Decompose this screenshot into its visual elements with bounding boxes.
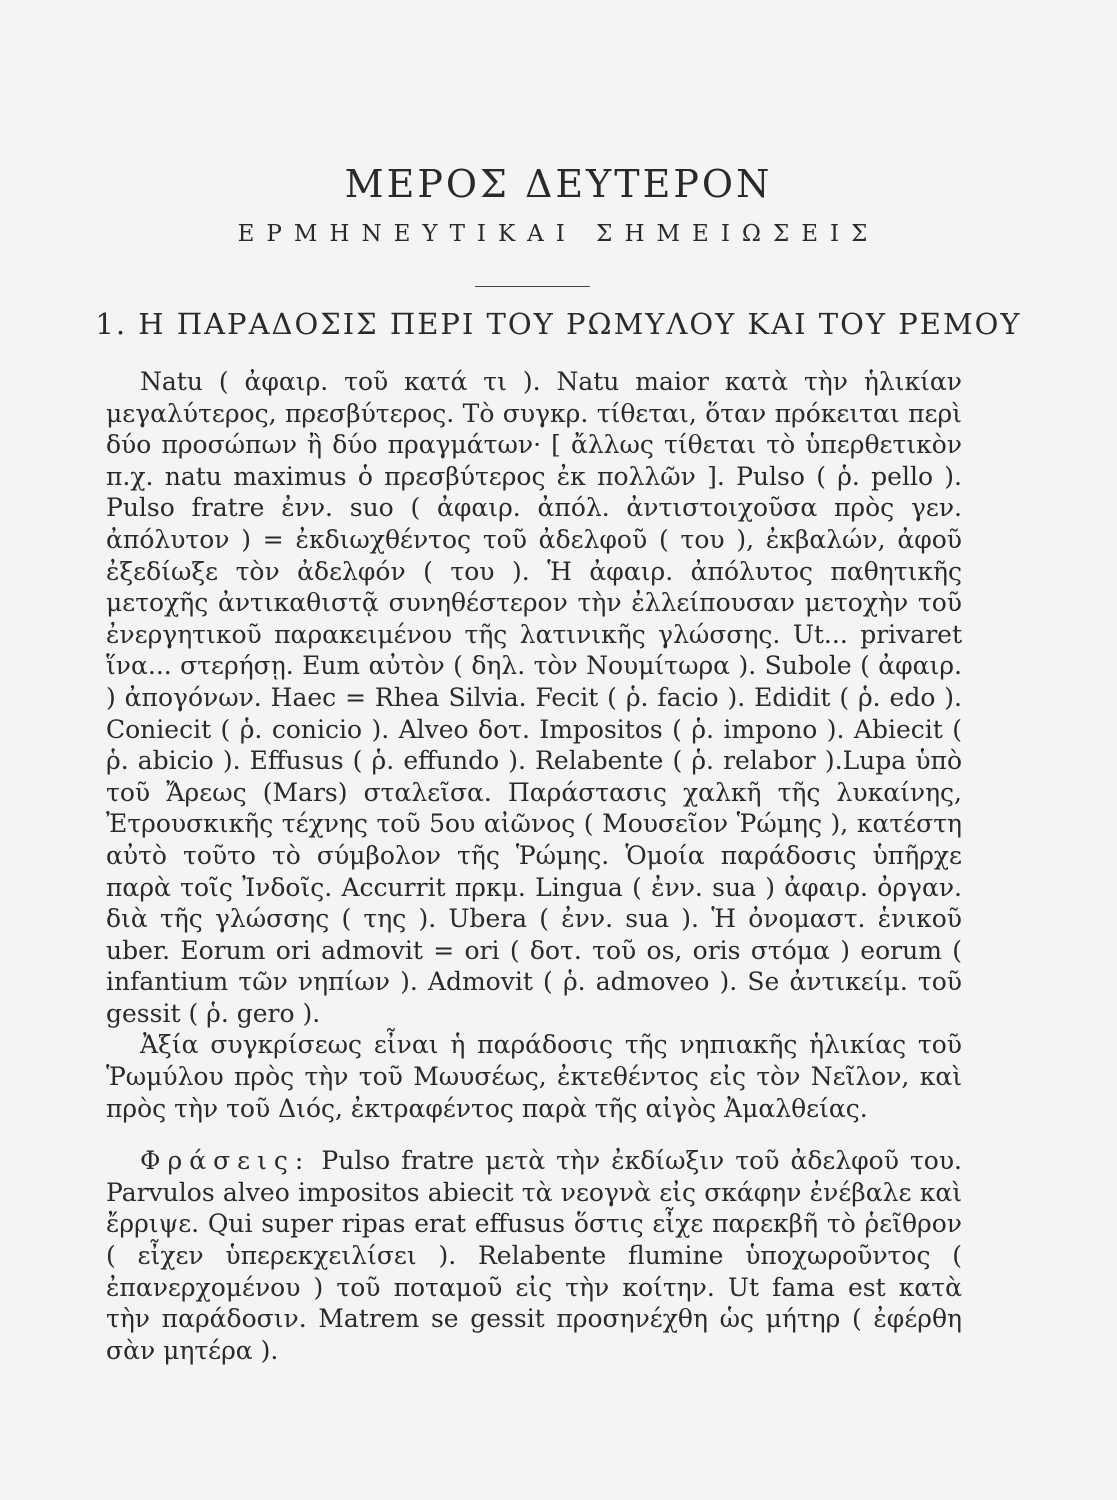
subtitle: ΕΡΜΗΝΕΥΤΙΚΑΙ ΣΗΜΕΙΩΣΕΙΣ bbox=[237, 221, 880, 247]
comparison-paragraph: Ἀξία συγκρίσεως εἶναι ἡ παράδοσις τῆς νηπιακῆς ἡλικίας τοῦ Ῥωμύλου πρὸς τὴν τοῦ Μωυσέως, ἐκτεθέντος εἰς τὸν Νεῖλον, καὶ πρὸς τὴν τοῦ Διός, ἐκτραφέντος παρὰ τῆς αἰγὸς Ἀμαλθείας. bbox=[106, 1030, 962, 1123]
phrases-text: Pulso fratre μετὰ τὴν ἐκδίωξιν τοῦ ἀδελφοῦ του. Parvulos alveo impositos abiecit τὰ νεογνὰ εἰς σκάφην ἐνέβαλε καὶ ἔρριψε. Qui super ripas erat effusus ὅστις εἶχε παρεκβῆ τὸ ῥεῖθρον ( εἶχεν ὑπερεκχειλίσει ). Relabente flumine ὑποχωροῦντος ( ἐπανερχομένου ) τοῦ ποταμοῦ εἰς τὴν κοίτην. Ut fama est κατὰ τὴν παράδοσιν. Matrem se gessit προσηνέχθη ὡς μήτηρ ( ἐφέρθη σὰν μητέρα ). bbox=[106, 1146, 962, 1365]
divider bbox=[475, 286, 590, 287]
phrases-paragraph bbox=[106, 1145, 962, 1366]
phrases-label: Φράσεις: bbox=[140, 1146, 311, 1176]
body-text bbox=[106, 366, 962, 1366]
part-title: ΜΕΡΟΣ ΔΕΥΤΕΡΟΝ bbox=[344, 162, 773, 206]
section-title: 1. Η ΠΑΡΑΔΟΣΙΣ ΠΕΡΙ ΤΟΥ ΡΩΜΥΛΟΥ ΚΑΙ ΤΟΥ ΡΕΜΟΥ bbox=[95, 307, 1022, 341]
notes-paragraph: Natu ( ἀφαιρ. τοῦ κατά τι ). Natu maior κατὰ τὴν ἡλικίαν μεγαλύτερος, πρεσβύτερος. Τὸ συγκρ. τίθεται, ὅταν πρόκειται περὶ δύο προσώπων ἢ δύο πραγμάτων· [ ἄλλως τίθεται τὸ ὑπερθετικὸν π.χ. natu maximus ὁ πρεσβύτερος ἐκ πολλῶν ]. Pulso ( ῥ. pello ). Pulso fratre ἐνν. suo ( ἀφαιρ. ἀπόλ. ἀντιστοιχοῦσα πρὸς γεν. ἀπόλυτον ) = ἐκδιωχθέντος τοῦ ἀδελφοῦ ( του ), ἐκβαλών, ἀφοῦ ἐξεδίωξε τὸν ἀδελφόν ( του ). Ἡ ἀφαιρ. ἀπόλυτος παθητικῆς μετοχῆς ἀντικαθιστᾷ συνηθέστερον τὴν ἐλλείπουσαν μετοχὴν τοῦ ἐνεργητικοῦ παρακειμένου τῆς λατινικῆς γλώσσης. Ut... privaret ἵνα... στερήσῃ. Eum αὐτὸν ( δηλ. τὸν Νουμίτωρα ). Subole ( ἀφαιρ. ) ἀπογόνων. Haec = Rhea Silvia. Fecit ( ῥ. facio ). Edidit ( ῥ. edo ). Coniecit ( ῥ. conicio ). Alveo δοτ. Impositos ( ῥ. impono ). Abiecit ( ῥ. abicio ). Effusus ( ῥ. effundo ). Relabente ( ῥ. relabor ).Lupa ὑπὸ τοῦ Ἄρεως (Mars) σταλεῖσα. Παράστασις χαλκῆ τῆς λυκαίνης, Ἐτρουσκικῆς τέχνης τοῦ 5ου αἰῶνος ( Μουσεῖον Ῥώμης ), κατέστη αὐτὸ τοῦτο τὸ σύμβολον τῆς Ῥώμης. Ὁμοία παράδοσις ὑπῆρχε παρὰ τοῖς Ἰνδοῖς. Accurrit πρκμ. Lingua ( ἐνν. sua ) ἀφαιρ. ὀργαν. διὰ τῆς γλώσσης ( της ). Ubera ( ἐνν. sua ). Ἡ ὀνομαστ. ἑνικοῦ uber. Eorum ori admovit = ori ( δοτ. τοῦ os, oris στόμα ) eorum ( infantium τῶν νηπίων ). Admovit ( ῥ. admoveo ). Se ἀντικείμ. τοῦ gessit ( ῥ. gero ). bbox=[106, 367, 962, 1028]
